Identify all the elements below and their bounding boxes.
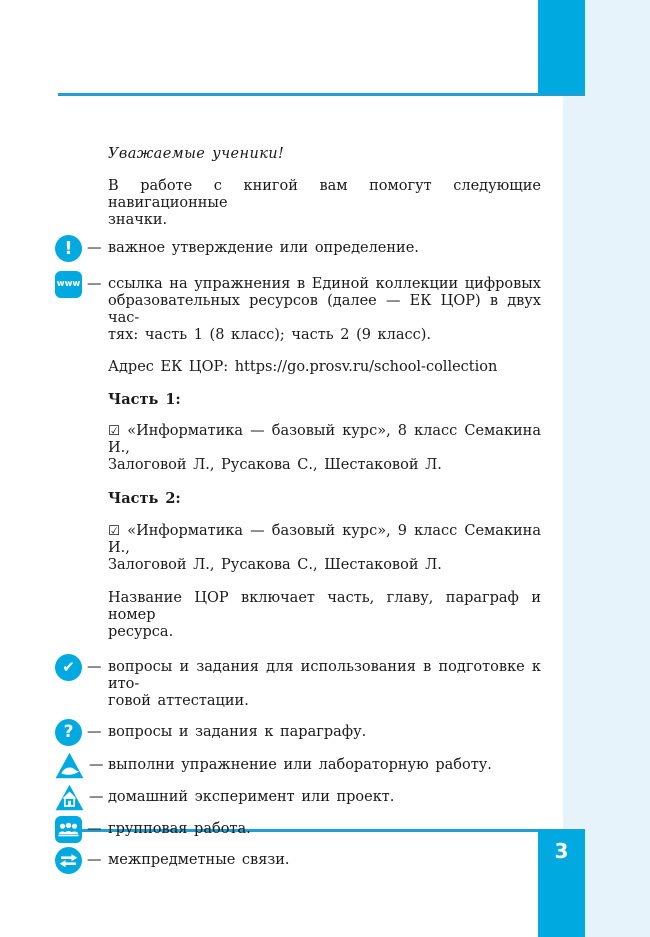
legend-item-group [55,821,541,838]
text-line: групповая работа. [108,821,251,837]
part1-heading: Часть 1: [108,391,181,408]
top-rule [58,93,585,96]
legend-dash: — [87,821,102,837]
top-accent-block [538,0,585,95]
page-number-block [538,830,585,937]
legend-dash: — [89,757,104,773]
intro-paragraph [108,178,541,229]
group-work-icon [55,816,82,843]
page-content [55,146,541,869]
checkbox-icon: ☑ [108,523,121,539]
text-line: Залоговой Л., Русакова С., Шестаковой Л. [108,457,442,473]
text-line: значки. [108,212,168,228]
text-line: важное утверждение или определение. [108,240,419,256]
question-circle-icon: ? [55,719,82,746]
legend-dash: — [87,659,102,675]
checkbox-icon: ☑ [108,423,121,439]
text-line: тях: часть 1 (8 класс); часть 2 (9 класс). [108,327,431,343]
text-line: Залоговой Л., Русакова С., Шестаковой Л. [108,557,442,573]
right-margin-strip [563,0,650,937]
legend-dash: — [87,276,102,292]
www-badge-icon: www [55,271,82,298]
legend-dash: — [87,240,102,256]
home-triangle-icon [55,784,84,811]
ek-cor-address: Адрес ЕК ЦОР: https://go.prosv.ru/school-collection [108,359,498,375]
legend-item-www [55,276,541,344]
legend-item-home [55,789,541,806]
part2-heading: Часть 2: [108,490,181,507]
part2-paragraph [108,523,541,574]
legend-dash: — [87,724,102,740]
text-line: ссылка на упражнения в Единой коллекции цифровых [108,276,541,292]
legend-item-attestation [55,659,541,710]
legend-item-questions [55,724,541,741]
text-line: ☑ «Информатика — базовый курс», 9 класс Семакина И., [108,523,541,556]
text-line: вопросы и задания к параграфу. [108,724,367,740]
text-line: образовательных ресурсов (далее — ЕК ЦОР) в двух час- [108,293,541,326]
legend-dash: — [89,789,104,805]
check-circle-icon: ✔ [55,654,82,681]
text-line: ресурса. [108,624,174,640]
text-line: говой аттестации. [108,693,249,709]
text-line: В работе с книгой вам помогут следующие навигационные [108,178,541,211]
lab-triangle-icon [55,752,84,779]
text-line: вопросы и задания для использования в подготовке к ито- [108,659,541,692]
legend-item-important [55,237,541,259]
interdisciplinary-arrows-icon [55,847,82,874]
text-line: Название ЦОР включает часть, главу, параграф и номер [108,590,541,623]
greeting: Уважаемые ученики! [108,146,285,162]
legend-dash: — [87,852,102,868]
text-line: выполни упражнение или лабораторную работу. [108,757,492,773]
page-number: 3 [554,839,569,863]
part1-paragraph [108,423,541,474]
exclamation-circle-icon: ! [55,235,82,262]
text-line: ☑ «Информатика — базовый курс», 8 класс Семакина И., [108,423,541,456]
cor-note-paragraph [108,590,541,641]
legend-item-exercise [55,757,541,774]
text-line: домашний эксперимент или проект. [108,789,395,805]
text-line: межпредметные связи. [108,852,290,868]
legend-item-interdisciplinary [55,852,541,869]
